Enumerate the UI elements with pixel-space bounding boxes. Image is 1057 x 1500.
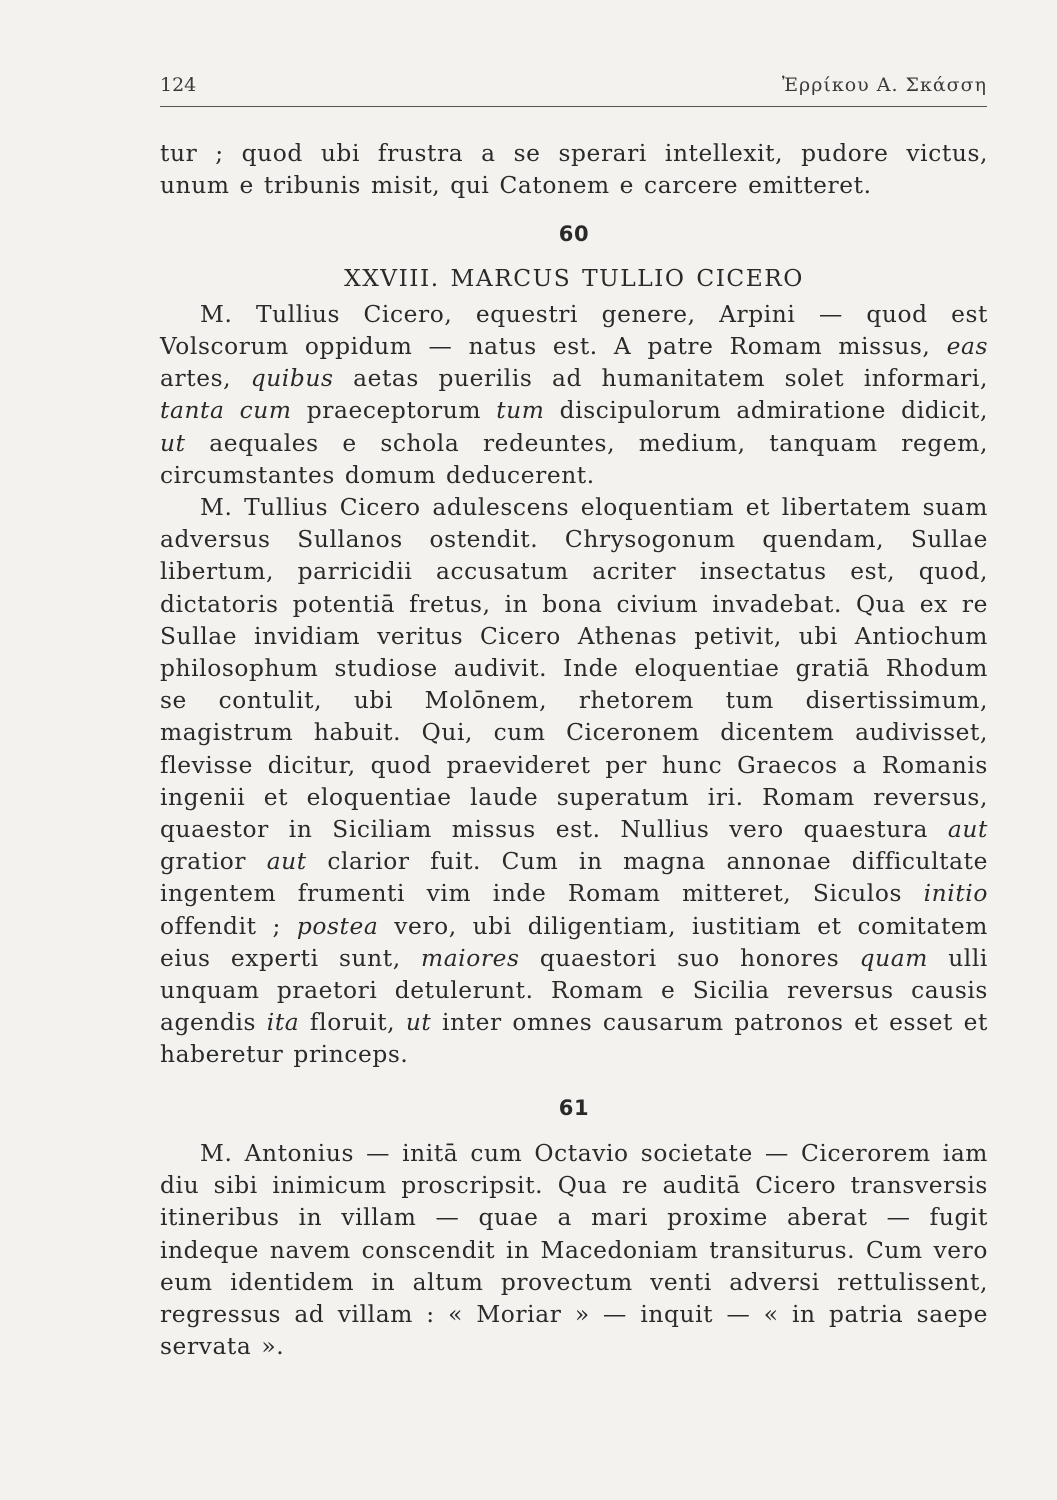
italic-word: maiores (421, 944, 520, 972)
text-run: ulli unquam praetori detulerunt. Romam e Sicilia reversus causis agendis (160, 944, 988, 1037)
paragraph-continuation: tur ; quod ubi frustra a se sperari intellexit, pudore victus, unum e tribunis misit, qui Catonem e carcere emitteret. (160, 140, 988, 200)
italic-word: initio (923, 880, 988, 908)
text-run: aequales e schola redeuntes, medium, tanquam regem, circumstantes domum deducerent. (160, 429, 988, 489)
chapter-title: XXVIII. MARCUS TULLIO CICERO (344, 264, 804, 292)
paragraph-cicero-career (160, 492, 988, 1072)
italic-word: quibus (250, 365, 334, 393)
text-run: artes, (160, 365, 232, 393)
text-run: gratior (160, 848, 247, 876)
italic-word: tanta cum (160, 397, 292, 425)
italic-word: ita (266, 1009, 300, 1037)
italic-word: postea (296, 912, 379, 940)
text-run: inter omnes causarum patronos et esset et haberetur princeps. (160, 1009, 988, 1069)
section-number-60: 60 (558, 222, 590, 247)
italic-word: quam (859, 944, 928, 972)
text-run: quaestori suo honores (539, 944, 840, 972)
text-run: discipulorum admiratione didicit, (559, 397, 988, 425)
page-header (160, 74, 987, 104)
text-run: clarior fuit. Cum in magna annonae difficultate ingentem frumenti vim inde Romam mitteret, Siculos (160, 848, 988, 908)
text-run: offendit ; (160, 912, 281, 940)
running-head: Ἐρρίκου Α. Σκάσση (781, 74, 987, 96)
page-number: 124 (160, 74, 197, 96)
text-run: vero, ubi diligentiam, iustitiam et comitatem eius experti sunt, (160, 912, 988, 972)
italic-word: ut (405, 1009, 432, 1037)
header-rule (160, 106, 987, 107)
page-body (160, 138, 988, 1363)
italic-word: tum (496, 397, 545, 425)
italic-word: aut (947, 816, 988, 844)
paragraph-cicero-death: M. Antonius — initā cum Octavio societate — Cicerorem iam diu sibi inimicum proscripsit. Qua re auditā Cicero transversis itineribus in villam — quae a mari proxime aberat — fugit indeque navem conscendit in Macedoniam transiturus. Cum vero eum identidem in altum provectum venti adversi rettulissent, regressus ad villam : « Moriar » — inquit — « in patria saepe servata ». (160, 1139, 988, 1361)
italic-word: ut (160, 429, 186, 457)
italic-word: aut (266, 848, 307, 876)
text-run: praeceptorum (306, 397, 482, 425)
section-number-61: 61 (558, 1095, 590, 1120)
text-run: floruit, (309, 1009, 396, 1037)
paragraph-cicero-birth (160, 299, 988, 492)
text-run: aetas puerilis ad humanitatem solet informari, (353, 365, 988, 393)
text-run: M. Tullius Cicero adulescens eloquentiam et libertatem suam adversus Sullanos ostendit. Chrysogonum quendam, Sullae libertum, parricidii accusatum acriter insectatus est, quod, dictatoris potentiā fretus, in bona civium invadebat. Qua ex re Sullae invidiam veritus Cicero Athenas petivit, ubi Antiochum philosophum studiose audivit. Inde eloquentiae gratiā Rhodum se contulit, ubi Molōnem, rhetorem tum disertissimum, magistrum habuit. Qui, cum Ciceronem dicentem audivisset, flevisse dicitur, quod praevideret per hunc Graecos a Romanis ingenii et eloquentiae laude superatum iri. Romam reversus, quaestor in Siciliam missus est. Nullius vero quaestura (160, 494, 988, 844)
text-run: M. Tullius Cicero, equestri genere, Arpini — quod est Volscorum oppidum — natus est. A patre Romam missus, (160, 300, 988, 361)
italic-word: eas (946, 333, 988, 361)
